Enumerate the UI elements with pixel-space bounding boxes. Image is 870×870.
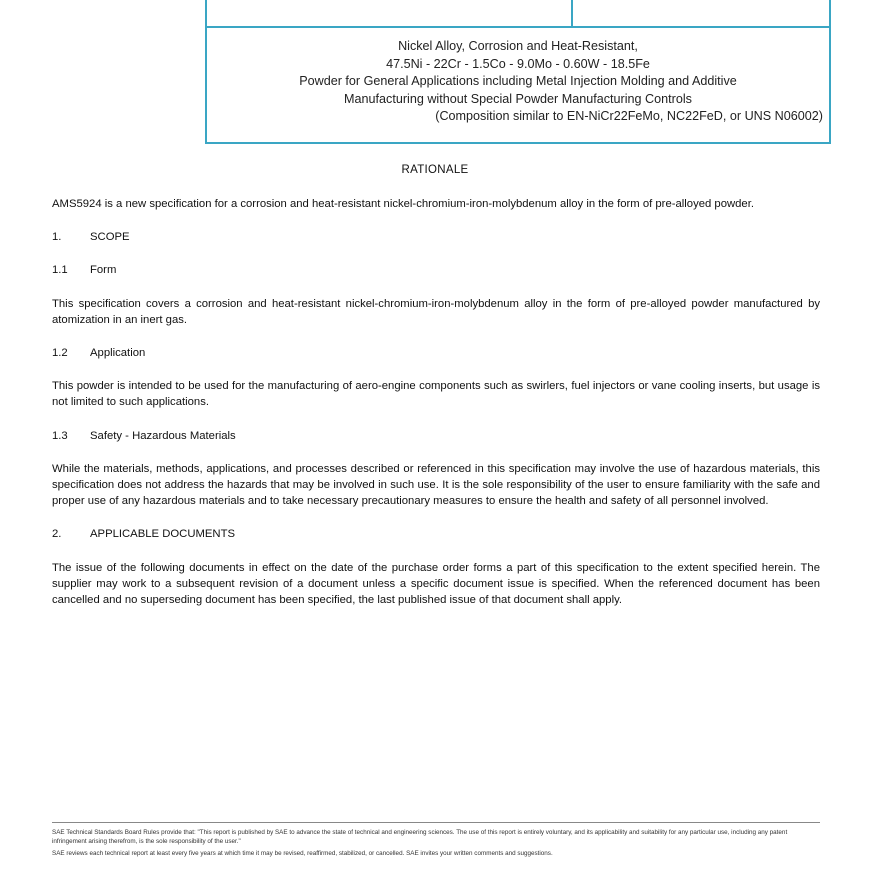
rationale-heading: RATIONALE [401,164,469,176]
section-number: 2. [52,528,62,541]
title-box-divider [571,0,573,26]
section-title: Application [90,347,146,360]
section-title: SCOPE [90,231,130,244]
section-number: 1.3 [52,429,68,442]
section-number: 1.1 [52,264,68,277]
section-scope-heading [52,229,820,245]
composition-line: (Composition similar to EN-NiCr22FeMo, NC22FeD, or UNS N06002) [435,109,823,123]
title-line-4: Manufacturing without Special Powder Manufacturing Controls [344,91,692,106]
title-line-3: Powder for General Applications including Metal Injection Molding and Additive [299,74,737,88]
section-title: Form [90,264,117,277]
title-line-2: 47.5Ni - 22Cr - 1.5Co - 9.0Mo - 0.60W - 18.5Fe [386,56,650,71]
section-title: APPLICABLE DOCUMENTS [90,528,236,541]
title-box [205,0,831,144]
title-line-1: Nickel Alloy, Corrosion and Heat-Resistant, [398,39,638,53]
footer-line-1: SAE Technical Standards Board Rules provide that: "This report is published by SAE to advance the state of technical and engineering sciences. The use of this report is entirely voluntary, and its applicability and suitability for any particular use, including any patent infringement arising therefrom, is the sole responsibility of the user." [52,829,788,846]
section-application-heading [52,345,820,361]
section-number: 1. [52,231,62,244]
footer-notice [52,822,820,862]
document-body [52,196,820,625]
section-applicable-heading [52,526,820,542]
title-box-top-row [207,0,829,28]
rationale-text: AMS5924 is a new specification for a corrosion and heat-resistant nickel-chromium-iron-molybdenum alloy in the form of pre-alloyed powder. [52,198,754,210]
section-number: 1.2 [52,347,68,360]
document-title [207,38,829,126]
footer-line-2: SAE reviews each technical report at least every five years at which time it may be revised, reaffirmed, stabilized, or cancelled. SAE invites your written comments and suggestions. [52,850,553,858]
section-title: Safety - Hazardous Materials [90,429,236,442]
section-safety-text: While the materials, methods, applications, and processes described or referenced in this specification may involve the use of hazardous materials, this specification does not address the hazards that may be involved in such use. It is the sole responsibility of the user to ensure familiarity with the safe and proper use of any hazardous materials and to take necessary precautionary measures to ensure the health and safety of all personnel involved. [52,462,820,508]
section-applicable-text: The issue of the following documents in effect on the date of the purchase order forms a part of this specification to the extent specified herein. The supplier may work to a subsequent revision of a document unless a specific document issue is specified. When the referenced document has been cancelled and no superseding document has been specified, the last published issue of that document shall apply. [52,561,820,607]
section-form-heading [52,262,820,278]
section-application-text: This powder is intended to be used for the manufacturing of aero-engine components such as swirlers, fuel injectors or vane cooling inserts, but usage is not limited to such applications. [52,380,820,409]
section-form-text: This specification covers a corrosion and heat-resistant nickel-chromium-iron-molybdenum alloy in the form of pre-alloyed powder manufactured by atomization in an inert gas. [52,297,820,326]
section-safety-heading [52,428,820,444]
